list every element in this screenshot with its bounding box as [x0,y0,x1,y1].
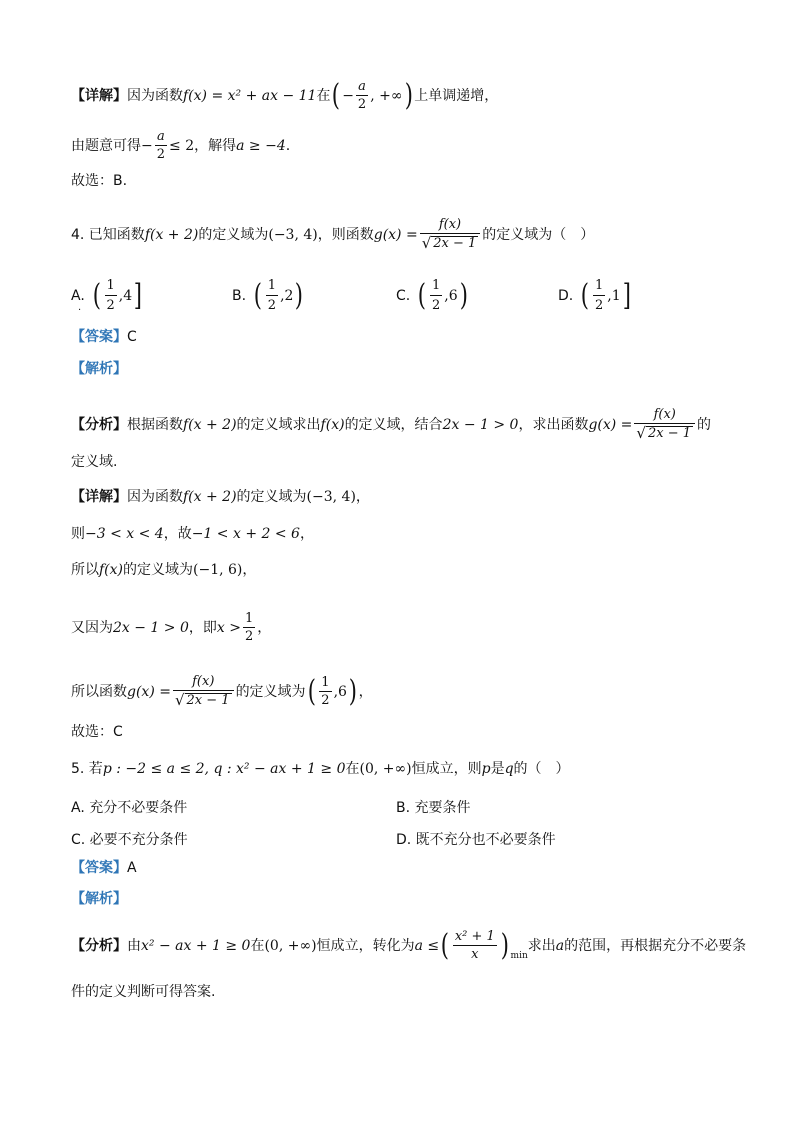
question-5: 5. 若 p : −2 ≤ a ≤ 2, q : x² − ax + 1 ≥ 0 在 (0, +∞) 恒成立，则 p 是 q 的（ ） [71,761,570,777]
q5-option-c: C. 必要不充分条件 [71,832,188,848]
question-4: 4. 已知函数 f(x + 2) 的定义域为 (−3, 4) ，则函数 g(x) = f(x) √ 2x − 1 的定义域为（ ） [71,217,595,252]
frac-a-over-2: $\frac{a}{2}$ [357,79,367,112]
detail-4-line-3: 所以 f(x) 的定义域为 (−1, 6) ， [71,562,257,578]
detail-4-line-2: 则 −3 < x < 4 ，故 −1 < x + 2 < 6 ， [71,526,314,542]
analysis-tag-4: 【解析】 [71,361,127,377]
tag-detail: 【详解】 [71,87,127,104]
q5-option-a: A. 充分不必要条件 [71,800,188,816]
option-b: B. ( $\frac{1}{2}$ , 2 ) [232,277,304,313]
detail-4-line-5: 所以函数 g(x) = f(x) √ 2x − 1 的定义域为 ( $\frac{1}{2}$ , 6 ) ， [71,673,373,709]
detail-line-1: 【详解】 因为函数 f(x) = x² + ax − 11 在 ( − $\frac{a}{2}$ , +∞ ) 上单调递增， [71,77,499,113]
analysis-5-cont: 件的定义判断可得答案. [71,984,216,1000]
analysis-4: 【分析】 根据函数 f(x + 2) 的定义域求出 f(x) 的定义域，结合 2x − 1 > 0 ，求出函数 g(x) = f(x) √ 2x − 1 的 [71,407,712,442]
answer-line-c: 故选：C [71,724,123,740]
analysis-4-cont: 定义域. [71,454,118,470]
answer-5: 【答案】 A [71,860,137,876]
analysis-5: 【分析】 由 x² − ax + 1 ≥ 0 在 (0, +∞) 恒成立，转化为 a ≤ ( $\frac{\text{x² + 1}}{x}$ ) $_{min}$ 求出 a 的范围，再根据充分不必要条 [71,927,747,963]
detail-4-line-1: 【详解】 因为函数 f(x + 2) 的定义域为 (−3, 4) ， [71,489,370,505]
q5-option-d: D. 既不充分也不必要条件 [396,832,556,848]
detail-4-line-4: 又因为 2x − 1 > 0 ，即 x > $\frac{1}{2}$ ， [71,611,272,644]
option-d: D. ( $\frac{1}{2}$ , 1 ] [558,277,631,313]
tag-answer: 【答案】 [71,329,127,345]
q5-option-b: B. 充要条件 [396,800,471,816]
option-a: A. ( $\frac{1}{2}$ , 4 ] [71,277,143,313]
detail-line-2: 由题意可得 − $\frac{a}{2}$ ≤ 2 ，解得 a ≥ −4 . [71,129,291,162]
math-fx: f(x) = x² + ax − 11 [183,87,317,104]
answer-line-b: 故选：B. [71,173,128,189]
analysis-tag-5: 【解析】 [71,891,127,907]
option-c: C. ( $\frac{1}{2}$ , 6 ) [396,277,468,313]
option-a-dot: . [78,302,82,313]
answer-4: 【答案】 C [71,329,137,345]
